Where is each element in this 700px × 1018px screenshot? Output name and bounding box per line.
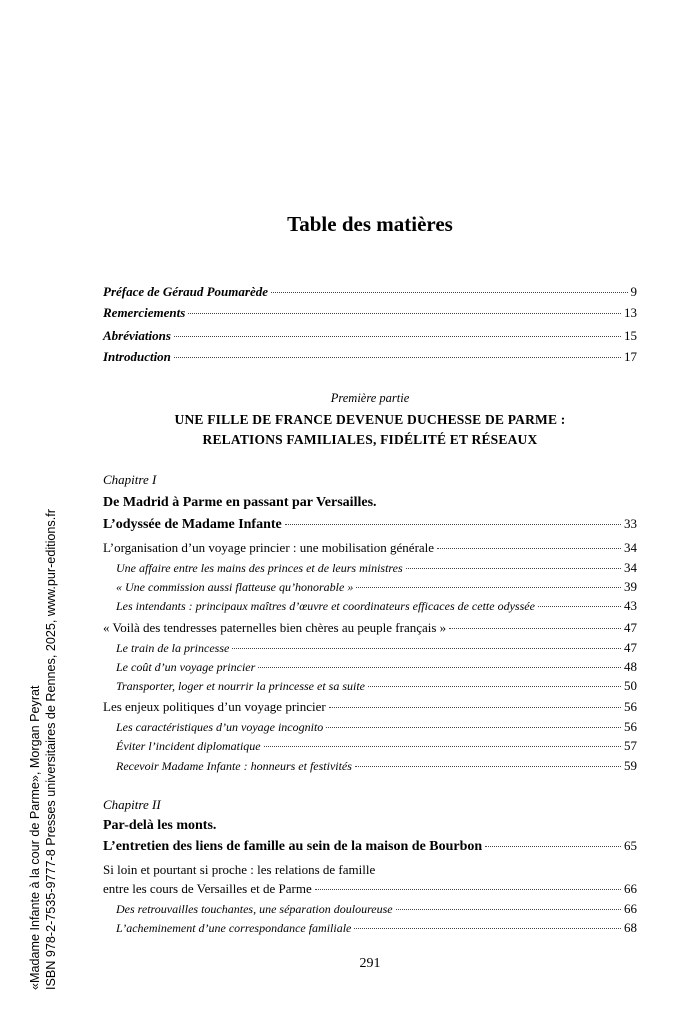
part-title-line-2: RELATIONS FAMILIALES, FIDÉLITÉ ET RÉSEAUX <box>202 432 538 447</box>
toc-subsection[interactable] <box>116 900 637 918</box>
dot-leader <box>271 292 628 293</box>
toc-page-number: 34 <box>624 560 637 575</box>
toc-page-number: 65 <box>624 838 637 853</box>
toc-entry-label: Le train de la princesse <box>116 641 230 655</box>
toc-entry-label: Les caractéristiques d’un voyage incognito <box>116 720 324 734</box>
dot-leader <box>354 928 621 929</box>
toc-page-number: 66 <box>624 901 637 916</box>
chapter-title-line-2: L’entretien des liens de famille au sein de la maison de Bourbon <box>103 839 483 854</box>
toc-page-number: 15 <box>624 328 637 343</box>
chapter-title-line-2: L’odyssée de Madame Infante <box>103 517 282 532</box>
toc-subsection[interactable] <box>116 658 637 676</box>
toc-entry-label: Les enjeux politiques d’un voyage princier <box>103 699 326 714</box>
dot-leader <box>326 727 621 728</box>
toc-entry-label: L’organisation d’un voyage princier : une mobilisation générale <box>103 540 435 555</box>
toc-page-number: 13 <box>624 305 637 320</box>
toc-page-number: 47 <box>624 640 637 655</box>
side-note-line-1: «Madame Infante à la cour de Parme», Morgan Peyrat <box>28 685 42 990</box>
dot-leader <box>174 357 621 358</box>
toc-page-number: 56 <box>624 719 637 734</box>
toc-section[interactable] <box>103 880 637 898</box>
toc-entry-label: Le coût d’un voyage princier <box>116 660 256 674</box>
toc-entry-label: Transporter, loger et nourrir la princesse et sa suite <box>116 679 366 693</box>
toc-page-number: 59 <box>624 758 637 773</box>
toc-entry-label: « Voilà des tendresses paternelles bien chères au peuple français » <box>103 620 447 635</box>
toc-entry-label: Des retrouvailles touchantes, une séparation douloureuse <box>116 902 393 916</box>
dot-leader <box>449 628 621 629</box>
dot-leader <box>285 524 621 525</box>
toc-subsection[interactable] <box>116 597 637 615</box>
dot-leader <box>258 667 621 668</box>
toc-entry-label: Préface de Géraud Poumarède <box>103 284 268 299</box>
toc-section[interactable] <box>103 698 637 716</box>
dot-leader <box>538 606 621 607</box>
toc-page-number: 66 <box>624 881 637 896</box>
part-label: Première partie <box>330 391 410 405</box>
toc-subsection[interactable] <box>116 559 637 577</box>
toc-entry-preface[interactable] <box>103 283 637 301</box>
chapter-number: Chapitre II <box>103 797 161 812</box>
chapter-title-line-1: Par-delà les monts. <box>103 818 217 833</box>
toc-entry-label: « Une commission aussi flatteuse qu’honorable » <box>116 580 354 594</box>
toc-page-number: 43 <box>624 598 637 613</box>
dot-leader <box>356 587 621 588</box>
toc-subsection[interactable] <box>116 919 637 937</box>
dot-leader <box>355 766 621 767</box>
dot-leader <box>188 313 621 314</box>
dot-leader <box>485 846 621 847</box>
toc-section-line-1: Si loin et pourtant si proche : les relations de famille <box>103 862 376 877</box>
toc-page-number: 33 <box>624 516 637 531</box>
toc-page-number: 39 <box>624 579 637 594</box>
toc-entry-label: Recevoir Madame Infante : honneurs et festivités <box>116 759 352 773</box>
page-number: 291 <box>359 956 381 971</box>
toc-page-number: 34 <box>624 540 637 555</box>
chapter-number: Chapitre I <box>103 472 157 487</box>
toc-page-number: 57 <box>624 738 637 753</box>
toc-page-number: 47 <box>624 620 637 635</box>
toc-subsection[interactable] <box>116 677 637 695</box>
toc-subsection[interactable] <box>116 578 637 596</box>
dot-leader <box>174 336 621 337</box>
toc-entry-abreviations[interactable] <box>103 327 637 345</box>
toc-entry-chapter-1[interactable] <box>103 515 637 534</box>
toc-subsection[interactable] <box>116 718 637 736</box>
toc-page-number: 56 <box>624 699 637 714</box>
toc-entry-label: Les intendants : principaux maîtres d’œuvre et coordinateurs efficaces de cette odyssée <box>116 599 535 613</box>
toc-subsection[interactable] <box>116 639 637 657</box>
toc-entry-label: Abréviations <box>103 328 171 343</box>
toc-entry-label: Une affaire entre les mains des princes et de leurs ministres <box>116 561 403 575</box>
toc-subsection[interactable] <box>116 757 637 775</box>
toc-entry-label: L’acheminement d’une correspondance familiale <box>116 921 352 935</box>
toc-section[interactable] <box>103 619 637 637</box>
toc-entry-label: Remerciements <box>103 305 186 320</box>
toc-entry-introduction[interactable] <box>103 348 637 366</box>
toc-page-number: 50 <box>624 678 637 693</box>
toc-entry-label: Introduction <box>103 349 171 364</box>
dot-leader <box>329 707 621 708</box>
toc-page-number: 17 <box>624 349 637 364</box>
chapter-title-line-1: De Madrid à Parme en passant par Versailles. <box>103 495 377 510</box>
dot-leader <box>396 909 621 910</box>
copyright-side-note <box>28 430 59 990</box>
side-note-line-2: ISBN 978-2-7535-9777-8 Presses universitaires de Rennes, 2025, www.pur-editions.fr <box>43 509 58 990</box>
toc-page-number: 68 <box>624 920 637 935</box>
toc-entry-remerciements[interactable] <box>103 304 637 322</box>
part-title-line-1: UNE FILLE DE FRANCE DEVENUE DUCHESSE DE PARME : <box>174 412 566 427</box>
dot-leader <box>406 568 621 569</box>
dot-leader <box>232 648 621 649</box>
toc-entry-label: entre les cours de Versailles et de Parme <box>103 881 312 896</box>
toc-page-number: 48 <box>624 659 637 674</box>
toc-page-number: 9 <box>630 284 637 299</box>
dot-leader <box>264 746 621 747</box>
page-title: Table des matières <box>287 212 453 236</box>
toc-subsection[interactable] <box>116 737 637 755</box>
dot-leader <box>368 686 621 687</box>
dot-leader <box>437 548 621 549</box>
toc-section[interactable] <box>103 539 637 557</box>
toc-entry-label: Éviter l’incident diplomatique <box>116 739 261 753</box>
toc-entry-chapter-2[interactable] <box>103 837 637 856</box>
dot-leader <box>315 889 621 890</box>
